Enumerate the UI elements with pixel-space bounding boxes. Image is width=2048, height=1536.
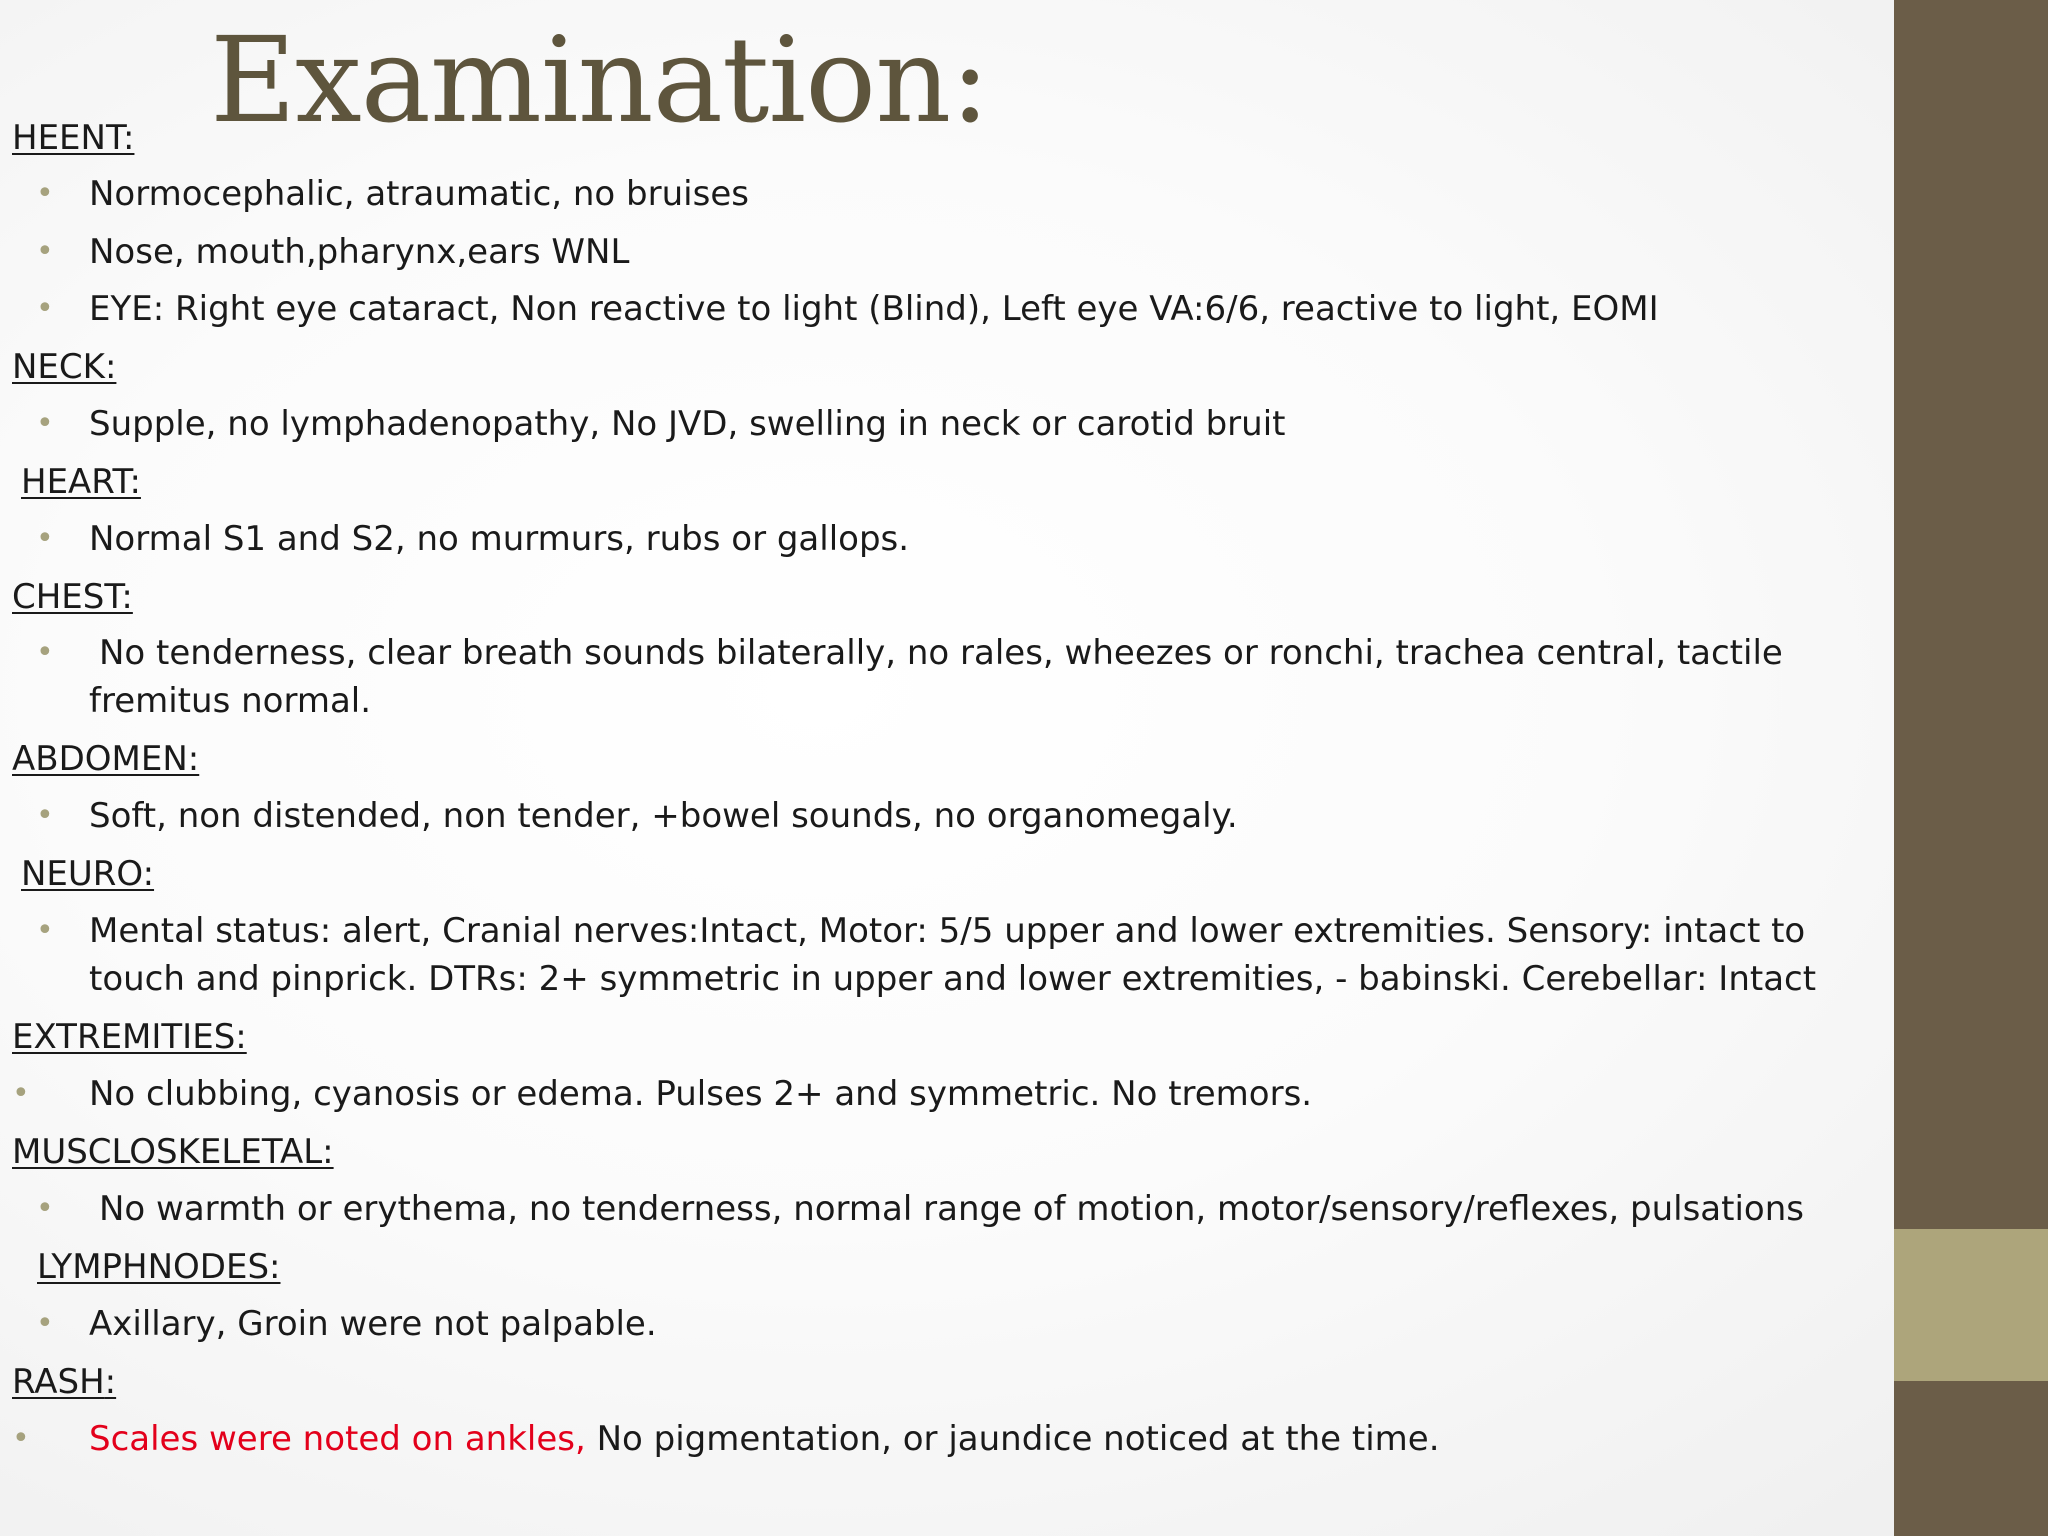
list-item: Normal S1 and S2, no murmurs, rubs or gallops. <box>89 519 910 559</box>
bullet-icon: • <box>36 913 54 948</box>
bullet-icon: • <box>36 176 54 211</box>
highlighted-finding: Scales were noted on ankles, <box>89 1419 586 1459</box>
bullet-icon: • <box>36 521 54 556</box>
section-heading-extremities: EXTREMITIES: <box>12 1017 247 1057</box>
section-heading-heart: HEART: <box>21 462 141 502</box>
rash-heading-label: RASH <box>12 1362 105 1402</box>
bullet-icon: • <box>12 1076 30 1111</box>
bullet-icon: • <box>12 1421 30 1456</box>
list-item: Nose, mouth,pharynx,ears WNL <box>89 232 630 272</box>
list-item: Soft, non distended, non tender, +bowel sounds, no organomegaly. <box>89 796 1238 836</box>
section-heading-neuro: NEURO: <box>21 854 155 894</box>
section-heading-heent: HEENT: <box>12 118 135 158</box>
list-item: No clubbing, cyanosis or edema. Pulses 2+ and symmetric. No tremors. <box>89 1074 1313 1114</box>
bullet-icon: • <box>36 1191 54 1226</box>
bullet-icon: • <box>36 1306 54 1341</box>
list-item: Normocephalic, atraumatic, no bruises <box>89 174 749 214</box>
decorative-side-band <box>1894 0 2048 1536</box>
section-heading-rash <box>12 1362 116 1402</box>
slide-title: Examination: <box>210 11 989 149</box>
rash-heading-colon: : <box>104 1362 117 1402</box>
bullet-icon: • <box>36 291 54 326</box>
bullet-icon: • <box>36 635 54 670</box>
section-heading-musculoskeletal: MUSCLOSKELETAL: <box>12 1132 334 1172</box>
list-item: No warmth or erythema, no tenderness, normal range of motion, motor/sensory/reflexes, pulsations <box>99 1189 1804 1229</box>
section-heading-lymphnodes: LYMPHNODES: <box>37 1247 281 1287</box>
decorative-band-accent <box>1894 1229 2048 1381</box>
bullet-icon: • <box>36 406 54 441</box>
section-heading-chest: CHEST: <box>12 577 133 617</box>
list-item <box>89 1415 1440 1463</box>
list-item: Mental status: alert, Cranial nerves:Intact, Motor: 5/5 upper and lower extremities. Sensory: intact to touch and pinprick. DTRs: 2+ symmetric in upper and lower extremities, - babinski. Cerebellar: Intact <box>89 911 1817 999</box>
section-heading-neck: NECK: <box>12 347 117 387</box>
list-item: No tenderness, clear breath sounds bilaterally, no rales, wheezes or ronchi, trachea central, tactile fremitus normal. <box>89 633 1783 721</box>
finding-rest: No pigmentation, or jaundice noticed at the time. <box>585 1419 1440 1459</box>
bullet-icon: • <box>36 798 54 833</box>
section-heading-abdomen: ABDOMEN: <box>12 739 200 779</box>
list-item: EYE: Right eye cataract, Non reactive to light (Blind), Left eye VA:6/6, reactive to light, EOMI <box>89 289 1659 329</box>
bullet-icon: • <box>36 234 54 269</box>
list-item: Axillary, Groin were not palpable. <box>89 1304 657 1344</box>
list-item: Supple, no lymphadenopathy, No JVD, swelling in neck or carotid bruit <box>89 404 1286 444</box>
